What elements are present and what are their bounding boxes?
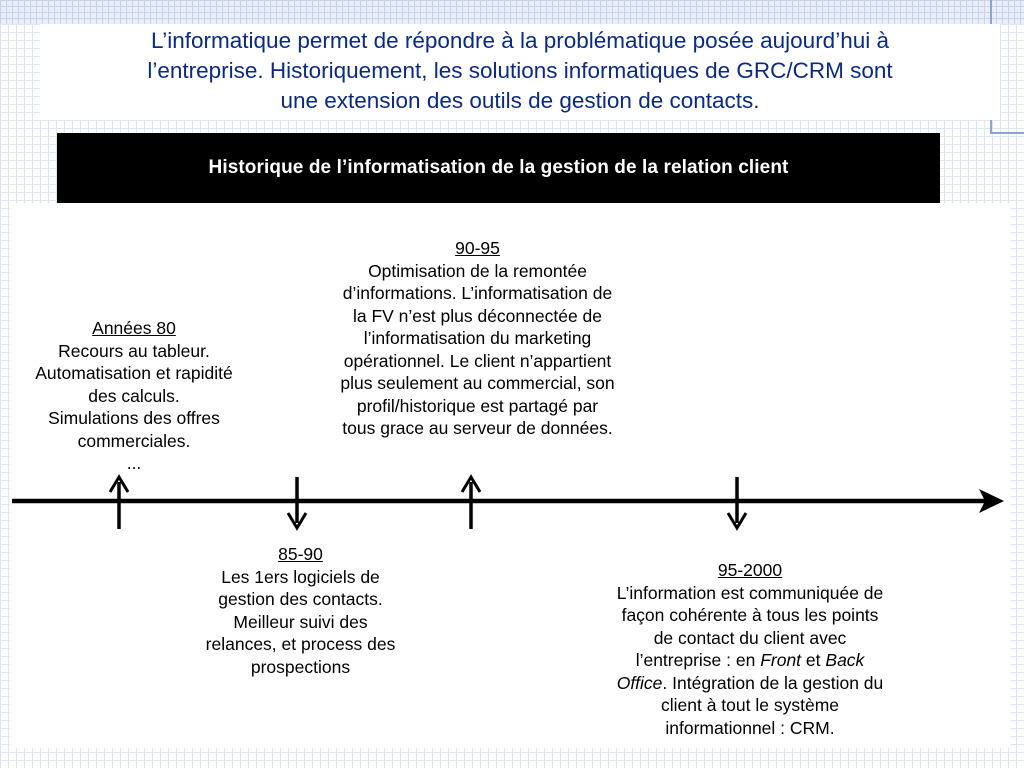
era-line: opérationnel. Le client n’appartient xyxy=(343,350,612,371)
era-line: informationnel : CRM. xyxy=(665,717,835,738)
era-text: . Intégration de la gestion du xyxy=(662,672,884,693)
intro-line-2: l’entreprise. Historiquement, les solutions informatiques de GRC/CRM sont xyxy=(147,58,893,83)
era-line: Optimisation de la remontée xyxy=(368,260,587,281)
era-annees-80 xyxy=(8,317,260,475)
era-line: commerciales. xyxy=(77,430,191,451)
era-line: Simulations des offres xyxy=(48,408,220,428)
era-line: d’informations. L’informatisation de xyxy=(342,283,613,303)
era-line: client à tout le système xyxy=(661,695,839,715)
era-text-italic: Back xyxy=(825,650,865,670)
diagram-title: Historique de l’informatisation de la gestion de la relation client xyxy=(208,157,789,178)
era-line: l’informatisation du marketing xyxy=(363,328,592,348)
era-text: et xyxy=(801,650,826,670)
era-period: 90-95 xyxy=(455,238,500,258)
era-period: 95-2000 xyxy=(717,560,783,580)
era-line: Meilleur suivi des xyxy=(233,611,368,632)
intro-line-1: L’informatique permet de répondre à la problématique posée aujourd’hui à xyxy=(151,28,889,53)
era-line: prospections xyxy=(250,656,351,677)
era-line: la FV n’est plus déconnectée de xyxy=(352,305,603,326)
era-period: Années 80 xyxy=(92,318,176,338)
era-line-mixed xyxy=(575,649,925,672)
era-line-mixed xyxy=(575,672,925,695)
era-line: des calculs. xyxy=(88,385,180,406)
era-line: Automatisation et rapidité xyxy=(35,363,233,383)
era-line: tous grace au serveur de données. xyxy=(342,418,613,438)
era-line: relances, et process des xyxy=(205,634,396,654)
era-line: de contact du client avec xyxy=(653,627,847,648)
era-line: plus seulement au commercial, son xyxy=(340,373,615,393)
era-text-italic: Office xyxy=(616,672,663,693)
era-90-95 xyxy=(300,237,655,440)
intro-line-3: une extension des outils de gestion de contacts. xyxy=(280,88,760,113)
era-line: ... xyxy=(126,453,142,473)
era-line: profil/historique est partagé par xyxy=(356,395,599,416)
era-line: gestion des contacts. xyxy=(218,589,383,609)
era-text-italic: Front xyxy=(760,650,802,670)
era-line: L’information est communiquée de xyxy=(616,582,884,603)
era-line: Les 1ers logiciels de xyxy=(221,566,380,587)
era-period: 85-90 xyxy=(278,544,323,564)
era-text: l’entreprise : en xyxy=(635,650,761,670)
era-95-2000 xyxy=(575,559,925,739)
era-line: façon cohérente à tous les points xyxy=(621,605,879,625)
era-line: Recours au tableur. xyxy=(58,340,210,361)
era-85-90 xyxy=(178,543,423,678)
